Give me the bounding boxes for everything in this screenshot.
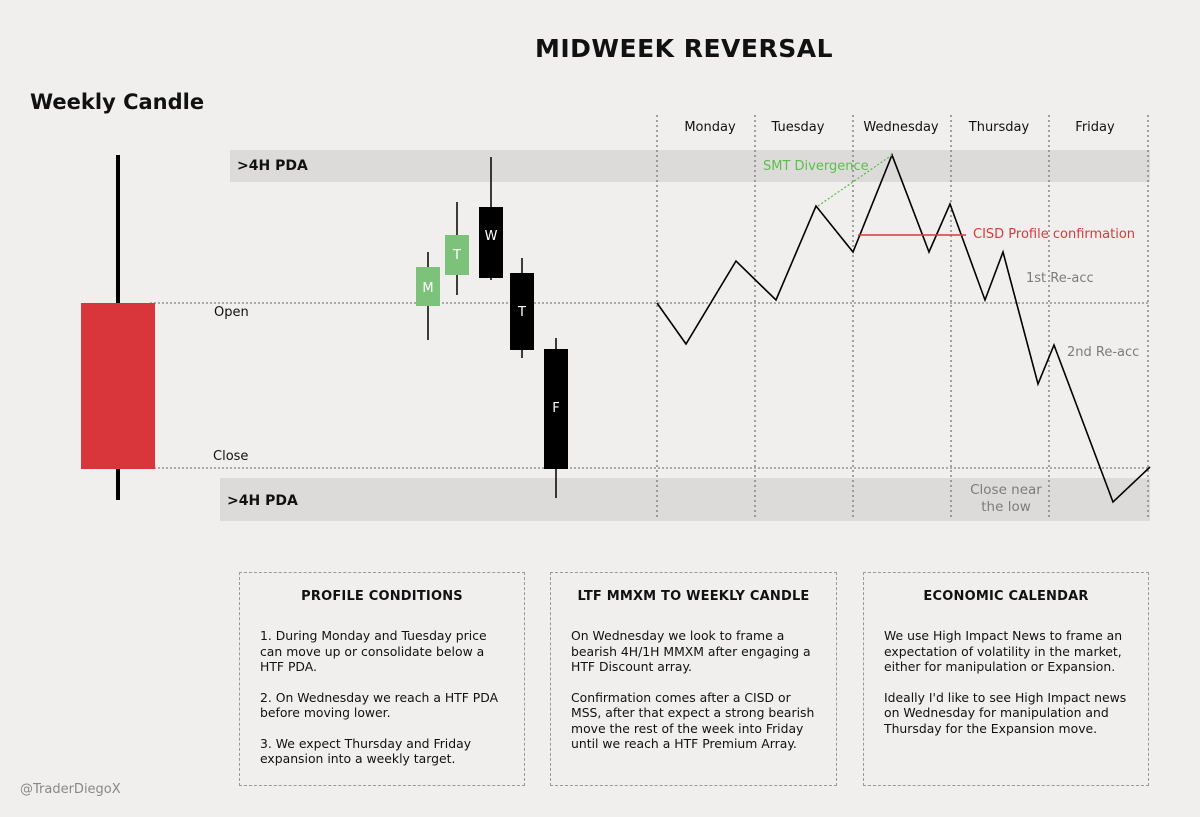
economic-calendar-panel xyxy=(863,572,1149,786)
close-label: Close xyxy=(213,449,249,464)
close-near-label-line2: the low xyxy=(981,499,1031,515)
daily-candle-monday xyxy=(416,252,440,340)
smt-divergence-label: SMT Divergence xyxy=(763,159,869,174)
panel-paragraph: Confirmation comes after a CISD or MSS, after that expect a strong bearish move the rest of the week into Friday until we reach a HTF Premium Array. xyxy=(571,689,815,751)
panel-heading: PROFILE CONDITIONS xyxy=(301,589,463,604)
pda-bottom-label: >4H PDA xyxy=(227,493,298,509)
daily-candle-letter: F xyxy=(552,401,560,416)
panel-heading: LTF MMXM TO WEEKLY CANDLE xyxy=(577,589,810,604)
price-path xyxy=(657,155,1150,502)
pda-top-label: >4H PDA xyxy=(237,158,308,174)
weekly-candle-title: Weekly Candle xyxy=(30,90,205,114)
open-label: Open xyxy=(214,305,249,320)
day-header-thursday: Thursday xyxy=(968,120,1030,135)
day-header-wednesday: Wednesday xyxy=(863,120,939,135)
profile-conditions-panel xyxy=(239,572,525,786)
weekly-candle-body xyxy=(81,303,155,469)
daily-candle-tuesday xyxy=(445,202,469,295)
day-header-monday: Monday xyxy=(684,120,736,135)
panel-paragraph: 1. During Monday and Tuesday price can move up or consolidate below a HTF PDA. xyxy=(260,628,487,674)
panel-paragraph: On Wednesday we look to frame a bearish 4H/1H MMXM after engaging a HTF Discount array. xyxy=(571,628,811,674)
day-header-friday: Friday xyxy=(1075,120,1115,135)
panel-paragraph: We use High Impact News to frame an expectation of volatility in the market, either for manipulation or Expansion. xyxy=(884,628,1123,674)
ltf-mmxm-panel xyxy=(550,572,837,786)
author-credit: @TraderDiegoX xyxy=(20,782,121,797)
daily-candle-letter: T xyxy=(518,305,526,320)
page-title: MIDWEEK REVERSAL xyxy=(534,34,834,63)
reacc-1-label: 1st Re-acc xyxy=(1026,271,1094,286)
day-header-tuesday: Tuesday xyxy=(771,120,825,135)
panel-paragraph: 3. We expect Thursday and Friday expansion into a weekly target. xyxy=(260,735,472,766)
pda-band-top xyxy=(230,150,1150,182)
daily-candle-letter: W xyxy=(484,229,498,244)
panel-heading: ECONOMIC CALENDAR xyxy=(923,589,1089,604)
panel-paragraph: Ideally I'd like to see High Impact news on Wednesday for manipulation and Thursday for the Expansion move. xyxy=(884,689,1127,736)
daily-candle-letter: T xyxy=(453,248,461,263)
daily-candle-friday xyxy=(544,338,568,498)
daily-candle-letter: M xyxy=(422,281,434,296)
cisd-label: CISD Profile confirmation xyxy=(973,227,1136,242)
daily-candle-thursday xyxy=(510,258,534,358)
reacc-2-label: 2nd Re-acc xyxy=(1067,345,1140,360)
panel-paragraph: 2. On Wednesday we reach a HTF PDA before moving lower. xyxy=(260,689,499,720)
close-near-label-line1: Close near xyxy=(970,482,1042,498)
